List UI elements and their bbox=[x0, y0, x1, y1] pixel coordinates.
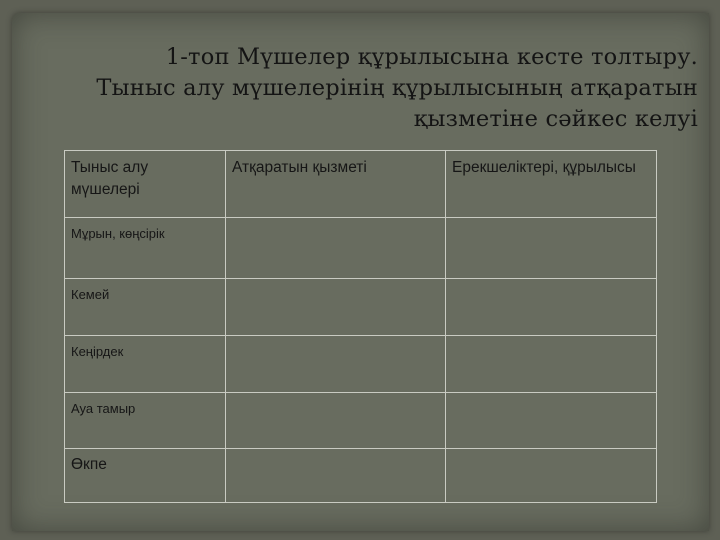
table-row bbox=[65, 218, 657, 279]
function-cell bbox=[226, 279, 446, 336]
header-features: Ерекшеліктері, құрылысы bbox=[446, 151, 657, 218]
title-line-1: 1-топ Мүшелер құрылысына кесте толтыру. bbox=[165, 44, 698, 70]
table-row bbox=[65, 336, 657, 393]
header-function: Атқаратын қызметі bbox=[226, 151, 446, 218]
organ-cell: Кемей bbox=[65, 279, 226, 336]
function-cell bbox=[226, 393, 446, 449]
features-cell bbox=[446, 279, 657, 336]
features-cell bbox=[446, 218, 657, 279]
title-line-3: қызметіне сәйкес келуі bbox=[413, 106, 698, 132]
function-cell bbox=[226, 449, 446, 503]
slide-title bbox=[38, 42, 698, 135]
features-cell bbox=[446, 336, 657, 393]
function-cell bbox=[226, 336, 446, 393]
organs-table bbox=[64, 150, 657, 503]
organ-cell: Кеңірдек bbox=[65, 336, 226, 393]
organ-cell: Мұрын, көңсірік bbox=[65, 218, 226, 279]
table-row bbox=[65, 393, 657, 449]
features-cell bbox=[446, 393, 657, 449]
table-row bbox=[65, 279, 657, 336]
function-cell bbox=[226, 218, 446, 279]
table-header-row bbox=[65, 151, 657, 218]
features-cell bbox=[446, 449, 657, 503]
organ-cell: Өкпе bbox=[65, 449, 226, 503]
organ-cell: Ауа тамыр bbox=[65, 393, 226, 449]
header-organs: Тыныс алу мүшелері bbox=[65, 151, 226, 218]
table-row bbox=[65, 449, 657, 503]
title-line-2: Тыныс алу мүшелерінің құрылысының атқаратын bbox=[96, 75, 698, 101]
